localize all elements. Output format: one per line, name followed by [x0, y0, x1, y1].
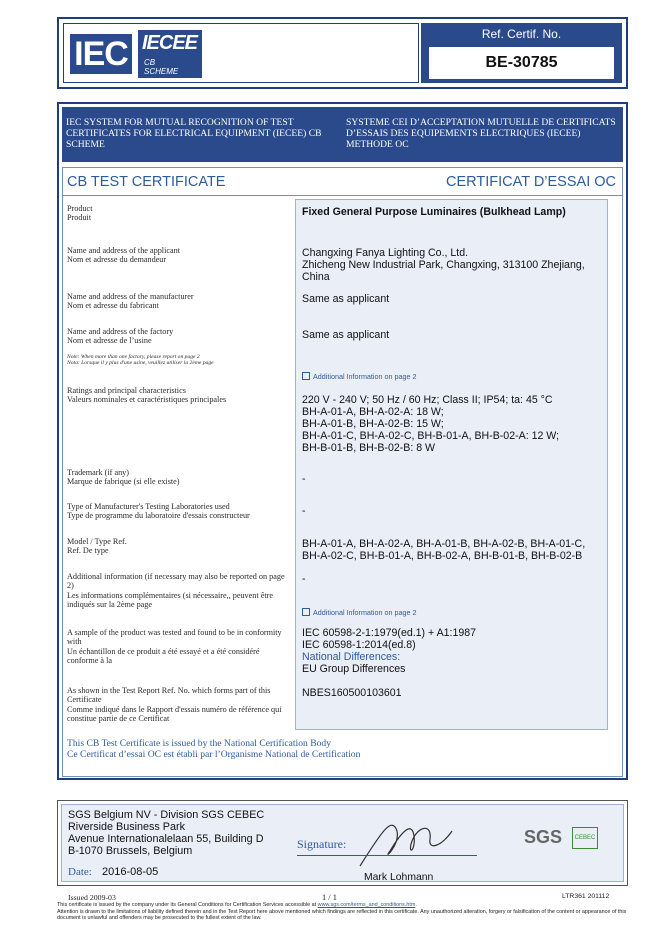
- value-additional-info: -: [302, 573, 306, 585]
- value-manufacturer: Same as applicant: [302, 293, 390, 305]
- applicant-line: China: [302, 271, 330, 283]
- ratings-line: BH-B-01-B, BH-B-02-B: 8 W: [302, 442, 436, 454]
- certificate-content: [62, 167, 623, 777]
- label-fr: Valeurs nominales et caractéristiques principales: [67, 395, 227, 405]
- issued-date: Issued 2009-03: [68, 893, 116, 902]
- label-fr: Nom et adresse du fabricant: [67, 301, 159, 311]
- title-english: CB TEST CERTIFICATE: [67, 174, 226, 190]
- label-en: Trademark (if any): [67, 468, 129, 477]
- issued-by-en: This CB Test Certificate is issued by the National Certification Body: [67, 738, 332, 749]
- address-line: Riverside Business Park: [68, 821, 186, 833]
- ratings-line: BH-A-01-C, BH-A-02-C, BH-B-01-A, BH-B-02-A: 12 W;: [302, 430, 560, 442]
- applicant-line: Zhicheng New Industrial Park, Changxing, 313100 Zhejiang,: [302, 259, 585, 271]
- signature-line: [297, 855, 477, 856]
- date-value: 2016-08-05: [102, 866, 159, 878]
- address-line: Avenue Internationalelaan 55, Building D: [68, 833, 264, 845]
- reference-box: [421, 23, 622, 83]
- cebec-logo: CEBEC: [572, 827, 598, 849]
- label-testing-lab: [67, 502, 289, 521]
- value-report: NBES160500103601: [302, 687, 402, 699]
- label-factory: [67, 327, 289, 367]
- certification-body-content: [61, 804, 624, 882]
- iecee-logo-text: IECEE: [142, 32, 198, 54]
- banner-french: SYSTEME CEI D’ACCEPTATION MUTUELLE DE CERTIFICATS D’ESSAIS DES EQUIPEMENTS ELECTRIQUES (IECEE) METHODE OC: [346, 117, 616, 150]
- ref-label: Ref. Certif. No.: [481, 27, 562, 41]
- label-product: [67, 204, 289, 223]
- iecee-logo-subtext: [144, 58, 178, 76]
- value-product: Fixed General Purpose Luminaires (Bulkhead Lamp): [302, 206, 566, 218]
- label-en: Name and address of the factory: [67, 327, 174, 336]
- ratings-line: BH-A-01-B, BH-A-02-B: 15 W;: [302, 418, 444, 430]
- label-en: A sample of the product was tested and found to be in conformity with: [67, 628, 282, 647]
- iec-logo: IEC: [70, 34, 132, 74]
- issued-by-fr: Ce Certificat d’essai OC est établi par l’Organisme National de Certification: [67, 749, 361, 760]
- standard-line: IEC 60598-2-1:1979(ed.1) + A1:1987: [302, 627, 477, 639]
- national-differences-value: EU Group Differences: [302, 663, 406, 675]
- label-fr: Les informations complémentaires (si nécessaire,, peuvent être indiqués sur la 2ème page: [67, 590, 273, 610]
- title-divider: [63, 195, 622, 196]
- label-ratings: [67, 386, 289, 405]
- additional-info-page2: [302, 608, 417, 617]
- label-en: Ratings and principal characteristics: [67, 386, 186, 395]
- terms-link[interactable]: www.sgs.com/terms_and_conditions.htm: [317, 902, 416, 908]
- ratings-line: 220 V - 240 V; 50 Hz / 60 Hz; Class II; IP54; ta: 45 °C: [302, 394, 553, 406]
- model-line: BH-A-02-C, BH-B-01-A, BH-B-02-A, BH-B-01-B, BH-B-02-B: [302, 550, 583, 562]
- value-sample: [302, 627, 607, 675]
- label-fr: Marque de fabrique (si elle existe): [67, 477, 180, 487]
- certificate-header: [57, 17, 628, 89]
- handwritten-signature: [352, 811, 462, 873]
- scheme-banner: [62, 107, 623, 162]
- label-fr: Ref. De type: [67, 546, 109, 556]
- label-report: [67, 686, 289, 724]
- title-french: CERTIFICAT D’ESSAI OC: [446, 174, 616, 190]
- checkbox-icon: [302, 372, 310, 380]
- legal-fine-print: This certificate is issued by the company under its General Conditions for Certification Services accessible at www.sgs.com/terms_and_conditions.htm. Attention is drawn to the limitations of liability defined therein and in the Test Report here above mentioned which findings are reflected in this certificate. Any unauthorized alteration, forgery or falsification of the content or appearance of this document is unlawful and offenders may be prosecuted to the fullest extent of the law.: [57, 902, 627, 922]
- label-fr: Comme indiqué dans le Rapport d'essais numéro de référence qui constitue partie de ce Certificat: [67, 704, 282, 724]
- address-line: SGS Belgium NV - Division SGS CEBEC: [68, 809, 265, 821]
- address-line: B-1070 Brussels, Belgium: [68, 845, 193, 857]
- model-line: BH-A-01-A, BH-A-02-A, BH-A-01-B, BH-A-02-B, BH-A-01-C,: [302, 538, 586, 550]
- logo-area: [63, 23, 419, 83]
- label-en: Additional information (if necessary may also be reported on page 2): [67, 572, 285, 591]
- standard-line: IEC 60598-1:2014(ed.8): [302, 639, 416, 651]
- certificate-body: [57, 102, 628, 780]
- ncb-address: [68, 809, 264, 857]
- factory-note-fr: Nota: Lorsque il y plus d'une usine, veuillez utiliser la 2ème page: [67, 360, 214, 367]
- certification-body-box: [57, 800, 628, 886]
- label-fr: Un échantillon de ce produit a été essayé et a été considéré conforme à la: [67, 646, 260, 666]
- label-applicant: [67, 246, 289, 265]
- iecee-logo: [138, 30, 202, 78]
- date-label: Date:: [68, 866, 92, 878]
- label-model: [67, 537, 289, 556]
- value-trademark: -: [302, 473, 306, 485]
- label-en: Product: [67, 204, 93, 213]
- label-en: Type of Manufacturer's Testing Laboratories used: [67, 502, 230, 511]
- form-code: LTR361 201112: [562, 893, 610, 900]
- label-manufacturer: [67, 292, 289, 311]
- label-fr: Nom et adresse du demandeur: [67, 255, 167, 265]
- sgs-logo: SGS: [524, 827, 563, 847]
- ref-number: BE-30785: [429, 47, 614, 79]
- label-trademark: [67, 468, 289, 487]
- label-additional-info: [67, 572, 289, 610]
- label-sample: [67, 628, 289, 666]
- fine-print-2: Attention is drawn to the limitations of liability defined therein and in the Test Report here above mentioned which findings are reflected in this certificate. Any unauthorized alteration, forgery or falsification of the content or appearance of this document is unlawful and offenders may be prosecuted to the fullest extent of the law.: [57, 908, 627, 922]
- label-fr: Nom et adresse de l’usine: [67, 336, 152, 346]
- value-testing-lab: -: [302, 505, 306, 517]
- value-factory: Same as applicant: [302, 329, 390, 341]
- value-ratings: [302, 394, 607, 454]
- signer-name: Mark Lohmann: [364, 872, 434, 883]
- fine-print-1: This certificate is issued by the company under its General Conditions for Certification Services accessible at: [57, 902, 317, 908]
- issued-by-statement: [67, 738, 360, 760]
- additional-label: Additional Information on page 2: [313, 372, 417, 381]
- page-number: 1 / 1: [322, 893, 337, 902]
- additional-info-page2-factory: [302, 372, 417, 381]
- additional-label: Additional Information on page 2: [313, 608, 417, 617]
- label-fr: Type de programme du laboratoire d'essais constructeur: [67, 511, 250, 521]
- banner-english: IEC SYSTEM FOR MUTUAL RECOGNITION OF TEST CERTIFICATES FOR ELECTRICAL EQUIPMENT (IECEE) CB SCHEME: [66, 117, 322, 150]
- iecee-scheme: SCHEME: [144, 67, 179, 76]
- national-differences-label: National Differences:: [302, 651, 401, 663]
- value-applicant: [302, 247, 607, 283]
- checkbox-icon: [302, 608, 310, 616]
- factory-note-en: Note: When more than one factory, please report on page 2: [67, 353, 200, 360]
- iecee-cb: CB: [144, 58, 156, 67]
- label-en: As shown in the Test Report Ref. No. which forms part of this Certificate: [67, 686, 271, 705]
- label-fr: Produit: [67, 213, 92, 223]
- applicant-line: Changxing Fanya Lighting Co., Ltd.: [302, 247, 469, 259]
- value-model: [302, 538, 607, 562]
- label-en: Name and address of the manufacturer: [67, 292, 194, 301]
- label-en: Name and address of the applicant: [67, 246, 180, 255]
- signature-label: Signature:: [297, 837, 347, 851]
- label-en: Model / Type Ref.: [67, 537, 127, 546]
- ratings-line: BH-A-01-A, BH-A-02-A: 18 W;: [302, 406, 444, 418]
